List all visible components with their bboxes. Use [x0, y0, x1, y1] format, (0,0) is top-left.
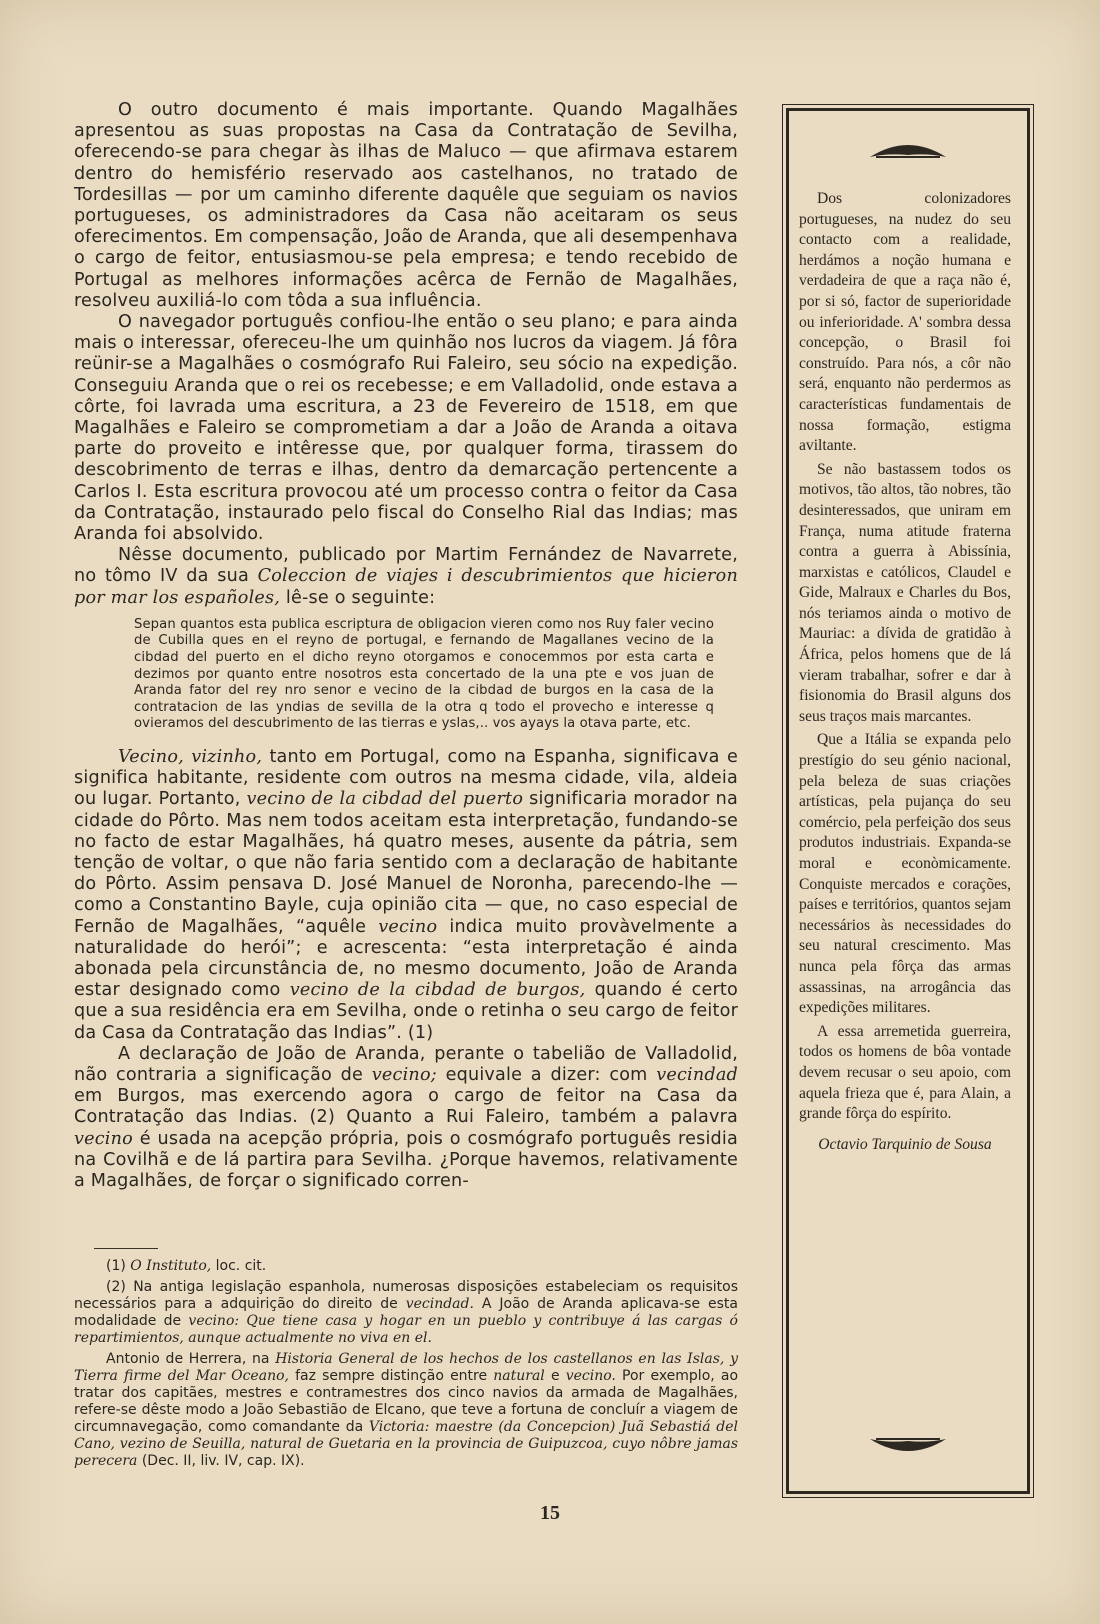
italic-term: vecino: Que tiene casa y hogar en un pueblo y contribuye á las cargas ó repartimientos, aunque actualmente no viva en el. — [74, 1313, 738, 1346]
italic-term: Victoria: maestre (da Concepcion) Juã Sebastiá del Cano, vezino de Seuilla, natural de Guetaria en la provincia de Guipuzcoa, cuyo nôbre jamas perecera — [74, 1419, 738, 1469]
sidebar-paragraph-2: Se não bastassem todos os motivos, tão altos, tão nobres, tão desinteressados, que uniram em França, numa atitude fraterna contra a guerra à Abissínia, marxistas e católicos, Claudel e Gide, Malraux e Charles du Bos, nós teriamos ainda o motivo de Mauriac: a dívida de gratidão à África, pelos homens que de lá vieram trabalhar, sofrer e dar à fisionomia do Brasil alguns dos seus traços mais marcantes. — [799, 460, 1011, 725]
paragraph-5-text: é usada na acepção própria, pois o cosmógrafo português residia na Covilhã e de lá partira para Sevilha. ¿Porque havemos, relativamente a Magalhães, de forçar o significado corren- — [74, 1128, 738, 1192]
paragraph-5 — [74, 1044, 738, 1192]
italic-term: vecino de la cibdad del puerto — [246, 789, 524, 810]
footnote-divider — [94, 1248, 158, 1249]
paragraph-5-text: equivale a dizer: com — [436, 1065, 657, 1086]
paragraph-3 — [74, 545, 738, 609]
footnote-text: (Dec. II, liv. IV, cap. IX). — [137, 1453, 305, 1469]
paragraph-5-text: A declaração de João de Aranda, perante o tabelião de Valladolid, não contraria a significação de — [74, 1043, 738, 1086]
ornament-top-icon — [868, 139, 948, 161]
italic-term: vecino. — [565, 1368, 616, 1384]
sidebar-box — [786, 108, 1030, 1494]
italic-term: vecino — [74, 1128, 133, 1149]
italic-term: vecino — [378, 916, 438, 937]
footnote-2 — [74, 1279, 738, 1347]
paragraph-5-text: em Burgos, mas exercendo agora o cargo de feitor na Casa da Contratação das Indias. (2) Quanto a Rui Faleiro, também a palavra — [74, 1086, 738, 1128]
sidebar-text — [799, 189, 1011, 1155]
footnote-text: Antonio de Herrera, na — [106, 1351, 276, 1367]
paragraph-2: O navegador português confiou-lhe então o seu plano; e para ainda mais o interessar, ofereceu-lhe um quinhão nos lucros da viagem. Já fôra reünir-se a Magalhães o cosmógrafo Rui Faleiro, seu sócio na expedição. Conseguiu Aranda que o rei os recebesse; e em Valladolid, onde estava a côrte, foi lavrada uma escritura, a 23 de Fevereiro de 1518, em que Magalhães e Faleiro se comprometiam a dar a João de Aranda a oitava parte do proveito e intêresse que, por qualquer forma, tirassem do descobrimento de terras e ilhas, dentro da demarcação pertencente a Carlos I. Esta escritura provocou até um processo contra o feitor da Casa da Contratação, instaurado pelo fiscal do Conselho Rial das Indias; mas Aranda foi absolvido. — [74, 312, 738, 545]
footnote-1 — [74, 1258, 738, 1275]
paragraph-3-text: Nêsse documento, publicado por Martim Fernández de Navarrete, no tômo IV da sua — [74, 545, 738, 587]
italic-term: vecindad. — [405, 1296, 474, 1312]
italic-term: O Instituto, — [130, 1258, 212, 1274]
paragraph-4-text: quando é certo que a sua residência era em Sevilha, onde o retinha o seu cargo de feitor da Casa da Contratação das Indias”. (1) — [74, 980, 738, 1043]
quotation-block: Sepan quantos esta publica escriptura de obligacion vieren como nos Ruy faler vecino de Cubilla ques en el reyno de portugal, e fernando de Magallanes vecino de la cibdad del puerto en el dicho reyno otorgamos e conocemmos por esta carta e dezimos por quanto entre nosotros esta concertado de la una pte e vos juan de Aranda fator del rey nro senor e vecino de la cibdad de burgos en la casa de la contratacion de las yndias de sevilla de la otra q todo el provecho e interesse q ovieramos del descubrimento de las tierras e yslas,.. vos ayays la otava parte, etc. — [134, 616, 714, 732]
footnote-3 — [74, 1351, 738, 1470]
paragraph-3-end: lê-se o seguinte: — [280, 587, 436, 608]
italic-term: vecino de la cibdad de burgos, — [289, 980, 586, 1001]
italic-term: natural — [493, 1368, 545, 1384]
main-article — [74, 100, 738, 1192]
sidebar-paragraph-1: Dos colonizadores portugueses, na nudez do seu contacto com a realidade, herdámos a noção humana e verdadeira de que a raça não é, por si só, factor de superioridade ou inferioridade. A' sombra dessa concepção, o Brasil foi construído. Para nós, a côr não será, enquanto não perdermos as características fundamentais de nossa formação, estigma aviltante. — [799, 190, 1011, 455]
footnotes — [74, 1258, 738, 1474]
sidebar-paragraph-4: A essa arremetida guerreira, todos os homens de bôa vontade devem recusar o seu apoio, com aquela frieza que é, para Alain, a grande fôrça do espírito. — [799, 1022, 1011, 1123]
footnote-text: A João de Aranda aplicava-se esta modalidade de — [74, 1296, 738, 1329]
paragraph-4-text: tanto em Portugal, como na Espanha, significava e significa habitante, residente com outros na mesma cidade, vila, aldeia ou lugar. Portanto, — [74, 747, 738, 810]
paragraph-4-text: indica muito provàvelmente a naturalidade do herói”; e acrescenta: “esta interpretação é ainda abonada pela circunstância de, no mesmo documento, João de Aranda estar designado como — [74, 916, 738, 1001]
footnote-text: e — [544, 1368, 566, 1384]
italic-term: Vecino, vizinho, — [118, 747, 263, 768]
italic-term: vecino; — [371, 1065, 437, 1086]
paragraph-1: O outro documento é mais importante. Quando Magalhães apresentou as suas propostas na Casa da Contratação de Sevilha, oferecendo-se para chegar às ilhas de Maluco — que afirmava estarem dentro do hemisfério reservado aos castelhanos, no tratado de Tordesillas — por um caminho diferente daquêle que seguiam os navios portugueses, os administradores da Casa não aceitaram os seus oferecimentos. Em compensação, João de Aranda, que ali desempenhava o cargo de feitor, entusiasmou-se pela empresa; e tendo recebido de Portugal as melhores informações acêrca de Fernão de Magalhães, resolveu auxiliá-lo com tôda a sua influência. — [74, 100, 738, 311]
book-title: Coleccion de viajes i descubrimientos que hicieron por mar los españoles, — [74, 566, 738, 608]
footnote-text: (2) Na antiga legislação espanhola, numerosas disposições estabeleciam os requisitos necessários para a adquirição do direito de — [74, 1279, 738, 1312]
page-number: 15 — [540, 1502, 560, 1524]
footnote-text: Por exemplo, ao tratar dos capitães, mestres e contramestres dos cinco navios da armada de Magalhães, refere-se dêste modo a João Sebastião de Elcano, que teve a fortuna de concluír a viagem de circumnavegação, como comandante da — [74, 1368, 739, 1435]
signature: Octavio Tarquinio de Sousa — [818, 1135, 992, 1153]
footnote-text: faz sempre distinção entre — [288, 1368, 494, 1384]
ornament-bottom-icon — [868, 1435, 948, 1457]
italic-term: Historia General de los hechos de los castellanos en las Islas, y Tierra firme del Mar Oceano, — [74, 1351, 738, 1384]
sidebar-paragraph-3: Que a Itália se expanda pelo prestígio do seu génio nacional, pela beleza de suas criações artísticas, pela pujança do seu comércio, pela perfeição dos seus produtos industriais. Expanda-se moral e econòmicamente. Conquiste mercados e corações, países e territórios, quantos sejam necessários às necessidades do seu natural crescimento. Mas nunca pela fôrça das armas assassinas, na arrogância das expedições militares. — [799, 731, 1011, 1017]
paragraph-4-text: significaria morador na cidade do Pôrto. Mas nem todos aceitam esta interpretação, fundando-se no facto de estar Magalhães, há quatro meses, ausente da pátria, sem tenção de voltar, o que não faria sentido com a declaração de habitante do Pôrto. Assim pensava D. José Manuel de Noronha, parecendo-lhe — como a Constantino Bayle, cuja opinião cita — que, no caso especial de Fernão de Magalhães, “aquêle — [74, 789, 738, 937]
footnote-text: loc. cit. — [211, 1258, 267, 1274]
italic-term: vecindad — [656, 1065, 738, 1086]
footnote-text: (1) — [106, 1258, 131, 1274]
paragraph-4 — [74, 747, 738, 1044]
